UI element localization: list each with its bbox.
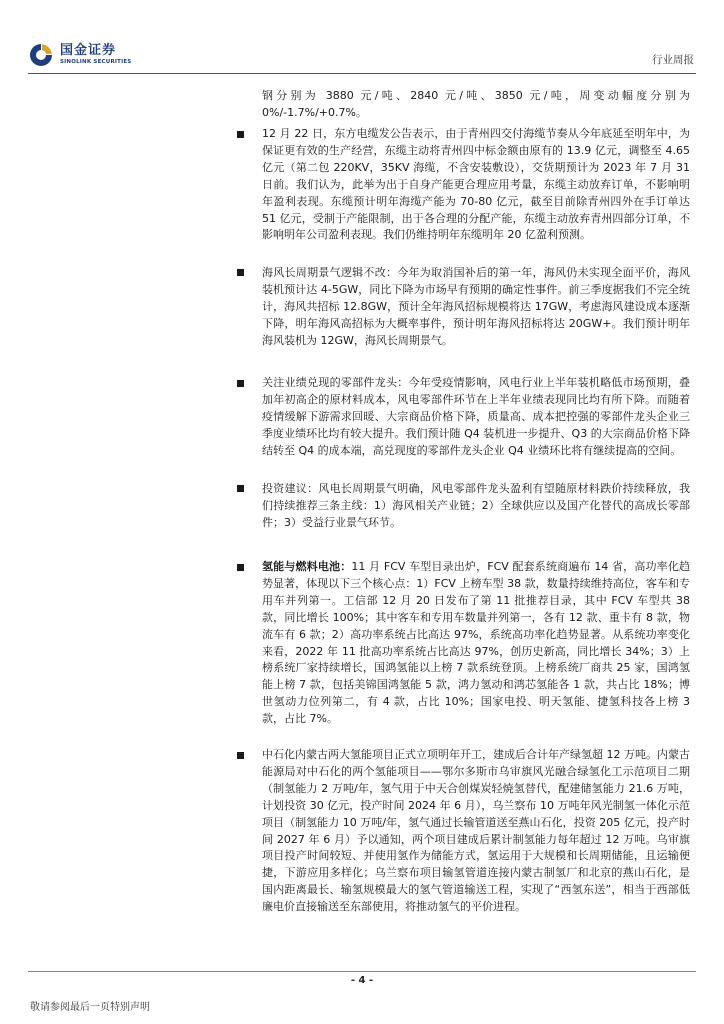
section-lead-hydrogen: 氢能与燃料电池： [262,560,352,573]
bullet-icon [237,752,244,759]
paragraph-orient-cable: 12 月 22 日，东方电缆发公告表示，由于青州四交付海缆节奏从今年底延至明年中，为保证更有效的生产经营，东缆主动将青州四中标金额由原有的 13.9 亿元，调整至 4.65 亿元（第二包 220KV，35KV 海缆，不含安装敷设），交货期预计为 2023 年 7 月 31 日前。我们认为，此举为出于自身产能更合理应用考量，东缆主动放弃订单，不影响明年盈利表现。东缆预计明年海缆产能为 70-80 亿元，截至目前除青州四外在手订单达 51 亿元，受制于产能限制，出于各合理的分配产能，东缆主动放弃青州四部分订单，不影响明年公司盈利表现。我们仍维持明年东缆明年 20 亿盈利预测。 [262,127,690,242]
paragraph-offshore-wind: 海风长周期景气逻辑不改：今年为取消国补后的第一年，海风仍未实现全面平价，海风装机预计达 4-5GW，同比下降为市场早有预期的确定性事件。前三季度据我们不完全统计，海风共招标 12.8GW，预计全年海风招标规模将达 17GW，考虑海风建设成本逐渐下降，明年海风高招标为大概率事件，预计明年海风招标将达 20GW+。我们预计明年海风装机为 12GW，海风长周期景气。 [262,266,690,347]
bullet-icon [237,269,244,276]
paragraph-investment-advice: 投资建议：风电长周期景气明确，风电零部件龙头盈利有望随原材料跌价持续释放，我们持续推荐三条主线：1）海风相关产业链；2）全球供应以及国产化替代的高成长零部件；3）受益行业景气环节。 [262,482,690,529]
header-divider [28,73,696,74]
bullet-icon [237,564,244,571]
document-type: 行业周报 [652,54,694,66]
footer-divider [28,971,696,972]
bullet-icon [237,380,244,387]
company-name: 国金证券 [60,43,117,58]
paragraph-hydrogen-fuel-cell: 氢能与燃料电池：11 月 FCV 车型目录出炉，FCV 配套系统商遍布 14 省，高功率化趋势显著，体现以下三个核心点：1）FCV 上榜车型 38 款，数量持续维持高位，客车和专用车并列第一。工信部 12 月 20 日发布了第 11 批推荐目录，其中 FCV 车型共 38 款，同比增长 100%；其中客车和专用车数量并列第一，各有 12 款、重卡有 8 款，物流车有 6 款；2）高功率系统占比高达 97%，系统高功率化趋势显著。从系统功率变化来看，2022 年 11 批高功率系统占比高达 97%，创历史新高，同比增长 34%；3）上榜系统厂家持续增长，国鸿氢能以上榜 7 款系统登顶。上榜系统厂商共 25 家，国鸿氢能上榜 7 款，包括美锦国鸿氢能 5 款，鸿力氢动和鸿芯氢能各 1 款，共占比 18%；博世氢动力位列第二，有 4 款，占比 10%；国家电投、明天氢能、捷氢科技各上榜 3 款，占比 7%。 [262,560,691,726]
company-name-en: SINOLINK SECURITIES [60,59,132,65]
page-number: - 4 - [350,975,374,986]
disclaimer-text: 敬请参阅最后一页特别声明 [30,1002,150,1013]
company-logo [28,42,131,68]
paragraph-steel-prices: 钢分别为 3880 元/吨、2840 元/吨、3850 元/吨，周变动幅度分别为 0%/-1.7%/+0.7%。 [262,89,690,119]
bullet-icon [237,485,244,492]
paragraph-sinopec-hydrogen: 中石化内蒙古两大氢能项目正式立项明年开工，建成后合计年产绿氢超 12 万吨。内蒙古能源局对中石化的两个氢能项目——鄂尔多斯市乌审旗风光融合绿氢化工示范项目二期（制氢能力 2 万吨/年，氢气用于中天合创煤炭轻焼氢替代，配建储氢能力 21.6 万吨，计划投资 30 亿元，投产时间 2024 年 6 月），乌兰察布 10 万吨年风光制氢一体化示范项目（制氢能力 10 万吨/年，氢气通过长输管道送至燕山石化，投资 205 亿元，投产时间 2027 年 6 月）予以通知，两个项目建成后累计制氢能力每年超过 12 万吨。乌审旗项目投产时间较短、并使用氢作为储能方式，氢运用于大规模和长周期储能，且运输便捷，下游应用多样化；乌兰察布项目输氢管道连接内蒙古制氢厂和北京的燕山石化，是国内距离最长、输氢规模最大的氢气管道输送工程，实现了“西氢东送”，相当于西部低廉电价直接输送至东部使用，将推动氢气的平价进程。 [262,748,690,914]
logo-emblem-icon [28,42,54,68]
bullet-icon [237,131,244,138]
paragraph-component-leaders: 关注业绩兑现的零部件龙头：今年受疫情影响，风电行业上半年装机略低市场预期，叠加年初高企的原材料成本，风电零部件环节在上半年业绩表现同比均有所下降。而随着疫情缓解下游需求回暖、大宗商品价格下降，质量高、成本把控强的零部件龙头企业三季度业绩环比均有较大提升。我们预计随 Q4 装机进一步提升、Q3 的大宗商品价格下降结转至 Q4 的成本端，高兑现度的零部件龙头企业 Q4 业绩环比将有继续提高的空间。 [262,376,690,457]
page-header [0,0,724,74]
